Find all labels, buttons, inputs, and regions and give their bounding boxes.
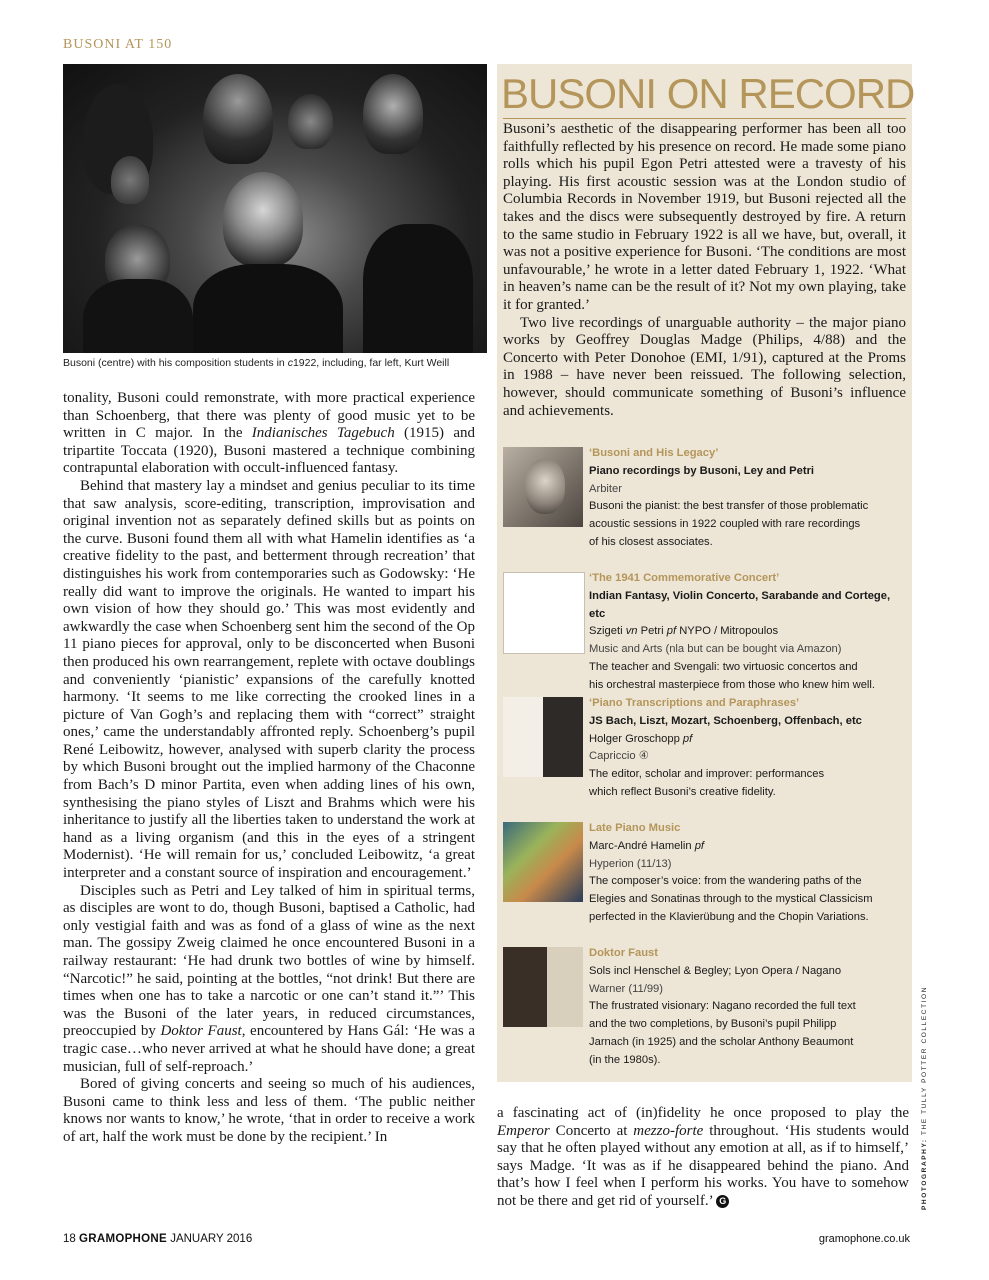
issue-date: JANUARY 2016 xyxy=(170,1233,253,1245)
album-cover-image xyxy=(503,447,583,527)
page-number: 18 xyxy=(63,1233,76,1245)
recording-programme: JS Bach, Liszt, Mozart, Schoenberg, Offenbach, etc xyxy=(589,714,862,727)
paragraph: Disciples such as Petri and Ley talked of him in spiritual terms, as disciples are wont to do, though Busoni, baptised a Catholic, had only vestigial faith and was as fond of a glass of wine as the next man. The gossipy Zweig claimed he once encountered Busoni in a railway restaurant: ‘He had drunk two bottles of wine by himself. “Narcotic!” he said, pointing at the bottles, “not drink! But there are times when one has to take a narcotic or one can’t stand it.”’ This was the Busoni of the later years, in reduced circumstances, preoccupied by Doktor Faust, encountered by Hans Gál: ‘He was a tragic case…who never arrived at what he should have done; a great musician, full of self-reproach.’ xyxy=(63,882,475,1075)
recording-label: Capriccio ④ xyxy=(589,750,649,763)
recording-desc: Busoni the pianist: the best transfer of those problematic xyxy=(589,500,869,513)
recording-desc: Jarnach (in 1925) and the scholar Anthony Beaumont xyxy=(589,1035,854,1048)
magazine-name: GRAMOPHONE xyxy=(79,1233,167,1245)
recording-performers: Sols incl Henschel & Begley; Lyon Opera / Nagano xyxy=(589,964,842,977)
recording-title: ‘Busoni and His Legacy’ xyxy=(589,447,719,459)
recording-title: Late Piano Music xyxy=(589,822,681,834)
recording-title: ‘The 1941 Commemorative Concert’ xyxy=(589,572,780,584)
recording-desc: his orchestral masterpiece from those who knew him well. xyxy=(589,678,876,691)
recording-desc: (in the 1980s). xyxy=(589,1053,661,1066)
recording-performers: Marc-André Hamelin pf xyxy=(589,839,705,852)
recording-title: ‘Piano Transcriptions and Paraphrases’ xyxy=(589,697,800,709)
photo-credit: PHOTOGRAPHY: THE TULLY POTTER COLLECTION xyxy=(921,985,928,1210)
recording-entry xyxy=(503,695,906,805)
recording-label: Music and Arts (nla but can be bought via Amazon) xyxy=(589,643,842,656)
album-cover-image xyxy=(503,572,585,654)
recording-label: Arbiter xyxy=(589,482,622,495)
recording-desc: which reflect Busoni’s creative fidelity. xyxy=(589,785,776,798)
recording-desc: The editor, scholar and improver: performances xyxy=(589,768,825,781)
photo-caption: Busoni (centre) with his composition students in c1922, including, far left, Kurt Weill xyxy=(63,357,450,369)
paragraph: Behind that mastery lay a mindset and genius peculiar to its time that saw analysis, score-editing, transcription, improvisation and original invention not as separately defined skills but as points on the curve. Busoni found them all with what Hamelin identifies as ‘a creative fidelity to the past, and betterment through recreation’ that distinguishes his work from contemporaries such as Godowsky: ‘He really did want to improve the originals. He wanted to impart his own vision of how they should go.’ This was most evidently and awkwardly the case when Schoenberg sent him the second of the Op 11 piano pieces for approval, only to be disconcerted when Busoni then produced his own rearrangement, replete with octave doublings and conveniently ‘pianistic’ expansions of the carefully knotted harmony. ‘It seems to me like correcting the crooked lines in a picture of Van Gogh’s and replacing them with “correct” straight ones,’ came the understandably affronted reply. Schoenberg’s pupil René Leibowitz, however, analysed with superb clarity the process by which Busoni brought out the implied harmony of the Chaconne from Bach’s D minor Partita, even when adding lines of his own, synthesising the piano styles of Liszt and Brahms which were his inheritance to justify all the liberties taken to understand the work at hand as a living organism (and this in the eyes of a stringent Modernist). ‘He will remain for us,’ concluded Leibowitz, ‘a great interpreter and a constant source of inspiration and encouragement.’ xyxy=(63,477,475,882)
recording-desc: The teacher and Svengali: two virtuosic concertos and xyxy=(589,660,858,673)
paragraph: tonality, Busoni could remonstrate, with more practical experience than Schoenberg, that there was plenty of good music yet to be written in C major. In the Indianisches Tagebuch (1915) and tripartite Toccata (1920), Busoni mastered a technique combining contrapuntal elaboration with occult-influenced fantasy. xyxy=(63,390,475,477)
recording-entry xyxy=(503,945,906,1075)
sidebar-rule xyxy=(503,118,906,119)
recording-performers: Szigeti vn Petri pf NYPO / Mitropoulos xyxy=(589,625,779,638)
busoni-on-record-sidebar xyxy=(497,64,915,1082)
recording-entry xyxy=(503,820,906,930)
recording-title: Doktor Faust xyxy=(589,947,658,959)
paragraph: a fascinating act of (in)fidelity he once proposed to play the Emperor Concerto at mezzo-forte throughout. ‘His students would say that he often played without any emotion at all, as if to himself,’ says Madge. ‘It was as if he disappeared behind the piano. And that’s how I feel when I perform his works. You have to somehow not be there and get rid of yourself.’ G xyxy=(497,1105,909,1209)
album-cover-image xyxy=(503,822,583,902)
recording-desc: and the two completions, by Busoni’s pupil Philipp xyxy=(589,1018,837,1031)
busoni-students-photo xyxy=(63,64,487,353)
album-cover-image xyxy=(503,947,583,1027)
article-right-column xyxy=(497,1105,909,1211)
recording-desc: The composer’s voice: from the wandering paths of the xyxy=(589,875,862,888)
website-url: gramophone.co.uk xyxy=(818,1233,910,1245)
recording-desc: The frustrated visionary: Nagano recorded the full text xyxy=(589,1000,856,1013)
recording-label: Hyperion (11/13) xyxy=(589,857,672,870)
paragraph: Busoni’s aesthetic of the disappearing performer has been all too faithfully reflected by his presence on record. He made some piano rolls which his pupil Egon Petri attested were a travesty of his playing. His first acoustic session was at the London studio of Columbia Records in November 1919, but Busoni rejected all the takes and the discs were subsequently destroyed by fire. A return to the same studio in February 1922 is all we have, but, overall, it was not a positive experience for Busoni. ‘The conditions are most unfavourable,’ he wrote in a letter dated February 1, 1922. ‘What in heaven’s name can be the result of it? Not my own playing, take it for granted.’ xyxy=(503,121,906,313)
section-label: BUSONI AT 150 xyxy=(63,37,173,52)
recording-programme: Piano recordings by Busoni, Ley and Petri xyxy=(589,464,815,477)
recording-programme: Indian Fantasy, Violin Concerto, Sarabande and Cortege, etc xyxy=(589,589,891,620)
paragraph: Bored of giving concerts and seeing so much of his audiences, Busoni came to think less and less of them. ‘The public neither knows nor wants to know,’ he wrote, ‘that in order to receive a work of art, half the work must be done by the recipient.’ In xyxy=(63,1076,475,1145)
page-folio xyxy=(63,1233,252,1245)
recording-desc: Elegies and Sonatinas through to the mystical Classicism xyxy=(589,893,873,906)
recording-performers: Holger Groschopp pf xyxy=(589,732,693,745)
paragraph: Two live recordings of unarguable authority – the major piano works by Geoffrey Douglas Madge (Philips, 4/88) and the Concerto with Peter Donohoe (EMI, 1/91), captured at the Proms in 1988 – have never been reissued. The following selection, however, should communicate something of Busoni’s influence and achievements. xyxy=(503,314,906,419)
recording-label: Warner (11/99) xyxy=(589,982,663,995)
article-left-column xyxy=(63,390,475,1147)
recording-entry xyxy=(503,445,906,555)
album-cover-image xyxy=(503,697,583,777)
recording-desc: of his closest associates. xyxy=(589,535,713,548)
sidebar-title: BUSONI ON RECORD xyxy=(501,70,915,117)
end-mark-icon: G xyxy=(716,1195,729,1208)
recording-desc: acoustic sessions in 1922 coupled with rare recordings xyxy=(589,518,861,531)
sidebar-intro xyxy=(503,121,906,420)
recording-entry xyxy=(503,570,906,691)
recording-desc: perfected in the Klavierübung and the Chopin Variations. xyxy=(589,910,869,923)
